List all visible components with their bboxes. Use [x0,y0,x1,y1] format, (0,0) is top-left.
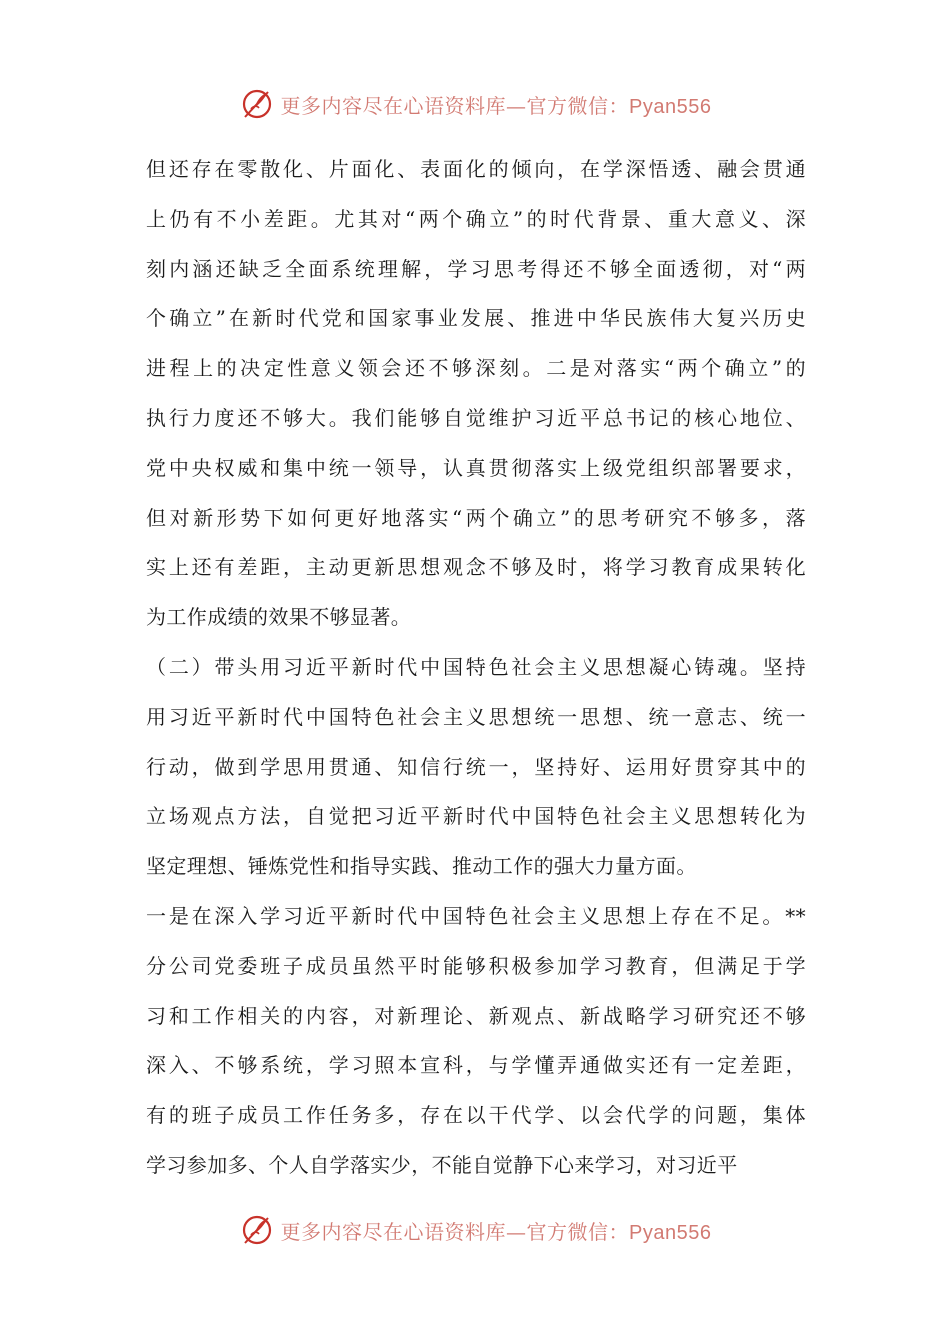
paragraph [146,145,806,643]
text-line: 习和工作相关的内容，对新理论、新观点、新战略学习研究还不够 [146,1003,806,1028]
text-line: 但还存在零散化、片面化、表面化的倾向，在学深悟透、融会贯通 [146,157,806,181]
quill-seal-logo-icon [239,1212,275,1248]
text-line: 党中央权威和集中统一领导，认真贯彻落实上级党组织部署要求， [146,455,806,480]
text-line: 刻内涵还缺乏全面系统理解，学习思考得还不够全面透彻，对“两 [146,256,806,281]
text-line: （二）带头用习近平新时代中国特色社会主义思想凝心铸魂。坚持 [146,654,806,679]
paragraph [146,892,806,1191]
text-line: 有的班子成员工作任务多，存在以干代学、以会代学的问题，集体 [146,1103,806,1128]
text-line: 学习参加多、个人自学落实少，不能自觉静下心来学习，对习近平 [146,1152,738,1177]
text-line: 用习近平新时代中国特色社会主义思想统一思想、统一意志、统一 [146,704,806,729]
header-banner [0,82,950,126]
banner-text: 更多内容尽在心语资料库—官方微信：Pyan556 [280,1219,712,1244]
wechat-id: Pyan556 [629,95,712,118]
text-line: 个确立”在新时代党和国家事业发展、推进中华民族伟大复兴历史 [146,306,806,331]
text-line: 分公司党委班子成员虽然平时能够积极参加学习教育，但满足于学 [146,953,806,978]
text-line: 深入、不够系统，学习照本宣科，与学懂弄通做实还有一定差距， [146,1053,806,1078]
banner-text: 更多内容尽在心语资料库—官方微信：Pyan556 [280,93,712,118]
text-line: 但对新形势下如何更好地落实“两个确立”的思考研究不够多，落 [146,505,806,530]
text-line: 坚定理想、锤炼党性和指导实践、推动工作的强大力量方面。 [146,854,697,879]
footer-banner [0,1208,950,1252]
text-line: 上仍有不小差距。尤其对“两个确立”的时代背景、重大意义、深 [146,206,806,231]
document-body [146,145,806,1191]
text-line: 立场观点方法，自觉把习近平新时代中国特色社会主义思想转化为 [146,804,806,829]
wechat-id: Pyan556 [629,1221,712,1244]
paragraph [146,643,806,892]
text-line: 实上还有差距，主动更新思想观念不够及时，将学习教育成果转化 [146,555,806,580]
text-line: 为工作成绩的效果不够显著。 [146,605,412,630]
quill-seal-logo-icon [239,86,275,122]
text-line: 行动，做到学思用贯通、知信行统一，坚持好、运用好贯穿其中的 [146,754,806,779]
text-line: 执行力度还不够大。我们能够自觉维护习近平总书记的核心地位、 [146,405,806,430]
text-line: 一是在深入学习近平新时代中国特色社会主义思想上存在不足。** [146,903,806,928]
text-line: 进程上的决定性意义领会还不够深刻。二是对落实“两个确立”的 [146,356,806,381]
